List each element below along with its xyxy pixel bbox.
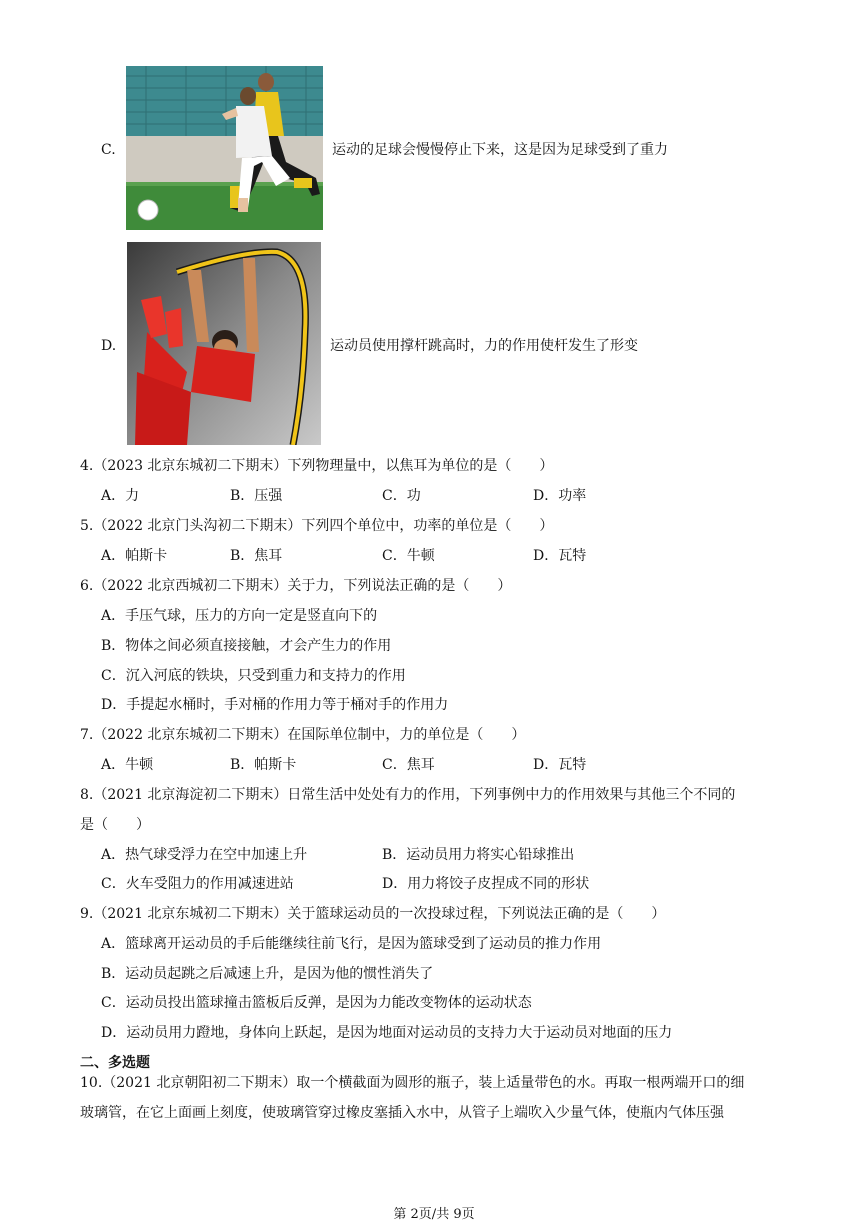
q4-option-c: C．功 bbox=[382, 488, 421, 504]
soccer-players-image bbox=[126, 66, 323, 230]
question-10-stem-line1: 10.（2021 北京朝阳初二下期末）取一个横截面为圆形的瓶子，装上适量带色的水。再取一根两端开口的细 bbox=[80, 1075, 745, 1091]
q7-option-c: C．焦耳 bbox=[382, 757, 435, 773]
option-c-text: 运动的足球会慢慢停止下来，这是因为足球受到了重力 bbox=[332, 142, 668, 158]
q4-option-a: A．力 bbox=[101, 488, 140, 504]
q4-option-b: B．压强 bbox=[230, 488, 283, 504]
question-5-stem: 5.（2022 北京门头沟初二下期末）下列四个单位中，功率的单位是（ ） bbox=[80, 518, 554, 534]
section-heading-multiple-choice: 二、多选题 bbox=[80, 1055, 150, 1071]
q6-option-c: C．沉入河底的铁块，只受到重力和支持力的作用 bbox=[101, 668, 406, 684]
question-9-stem: 9.（2021 北京东城初二下期末）关于篮球运动员的一次投球过程，下列说法正确的是（ ） bbox=[80, 906, 666, 922]
page-number: 第 2页/共 9页 bbox=[393, 1207, 475, 1222]
q9-option-b: B．运动员起跳之后减速上升，是因为他的惯性消失了 bbox=[101, 966, 434, 982]
question-7-stem: 7.（2022 北京东城初二下期末）在国际单位制中，力的单位是（ ） bbox=[80, 727, 526, 743]
q8-option-a: A．热气球受浮力在空中加速上升 bbox=[101, 847, 308, 863]
question-6-stem: 6.（2022 北京西城初二下期末）关于力，下列说法正确的是（ ） bbox=[80, 578, 512, 594]
option-c-letter: C. bbox=[101, 142, 116, 158]
q8-option-d: D．用力将饺子皮捏成不同的形状 bbox=[382, 876, 590, 892]
q9-option-d: D．运动员用力蹬地，身体向上跃起，是因为地面对运动员的支持力大于运动员对地面的压力 bbox=[101, 1025, 673, 1041]
question-10-stem-line2: 玻璃管，在它上面画上刻度，使玻璃管穿过橡皮塞插入水中，从管子上端吹入少量气体，使瓶内气体压强 bbox=[80, 1105, 724, 1121]
q6-option-d: D．手提起水桶时，手对桶的作用力等于桶对手的作用力 bbox=[101, 697, 449, 713]
q7-option-a: A．牛顿 bbox=[101, 757, 154, 773]
option-d-text: 运动员使用撑杆跳高时，力的作用使杆发生了形变 bbox=[330, 338, 638, 354]
q7-option-d: D．瓦特 bbox=[533, 757, 587, 773]
q6-option-b: B．物体之间必须直接接触，才会产生力的作用 bbox=[101, 638, 392, 654]
q7-option-b: B．帕斯卡 bbox=[230, 757, 297, 773]
q5-option-c: C．牛顿 bbox=[382, 548, 435, 564]
q5-option-d: D．瓦特 bbox=[533, 548, 587, 564]
soccer-players-photo bbox=[126, 66, 323, 230]
q9-option-a: A．篮球离开运动员的手后能继续往前飞行，是因为篮球受到了运动员的推力作用 bbox=[101, 936, 602, 952]
q4-option-d: D．功率 bbox=[533, 488, 587, 504]
pole-vault-image bbox=[127, 242, 321, 445]
q6-option-a: A．手压气球，压力的方向一定是竖直向下的 bbox=[101, 608, 378, 624]
q5-option-b: B．焦耳 bbox=[230, 548, 283, 564]
q8-option-b: B．运动员用力将实心铅球推出 bbox=[382, 847, 575, 863]
option-d-letter: D. bbox=[101, 338, 117, 354]
question-4-stem: 4.（2023 北京东城初二下期末）下列物理量中，以焦耳为单位的是（ ） bbox=[80, 458, 554, 474]
q5-option-a: A．帕斯卡 bbox=[101, 548, 168, 564]
q8-option-c: C．火车受阻力的作用减速进站 bbox=[101, 876, 294, 892]
question-8-stem-continued: 是（ ） bbox=[80, 817, 150, 833]
question-8-stem: 8.（2021 北京海淀初二下期末）日常生活中处处有力的作用，下列事例中力的作用效果与其他三个不同的 bbox=[80, 787, 736, 803]
q9-option-c: C．运动员投出篮球撞击篮板后反弹，是因为力能改变物体的运动状态 bbox=[101, 995, 532, 1011]
pole-vault-photo bbox=[127, 242, 321, 445]
